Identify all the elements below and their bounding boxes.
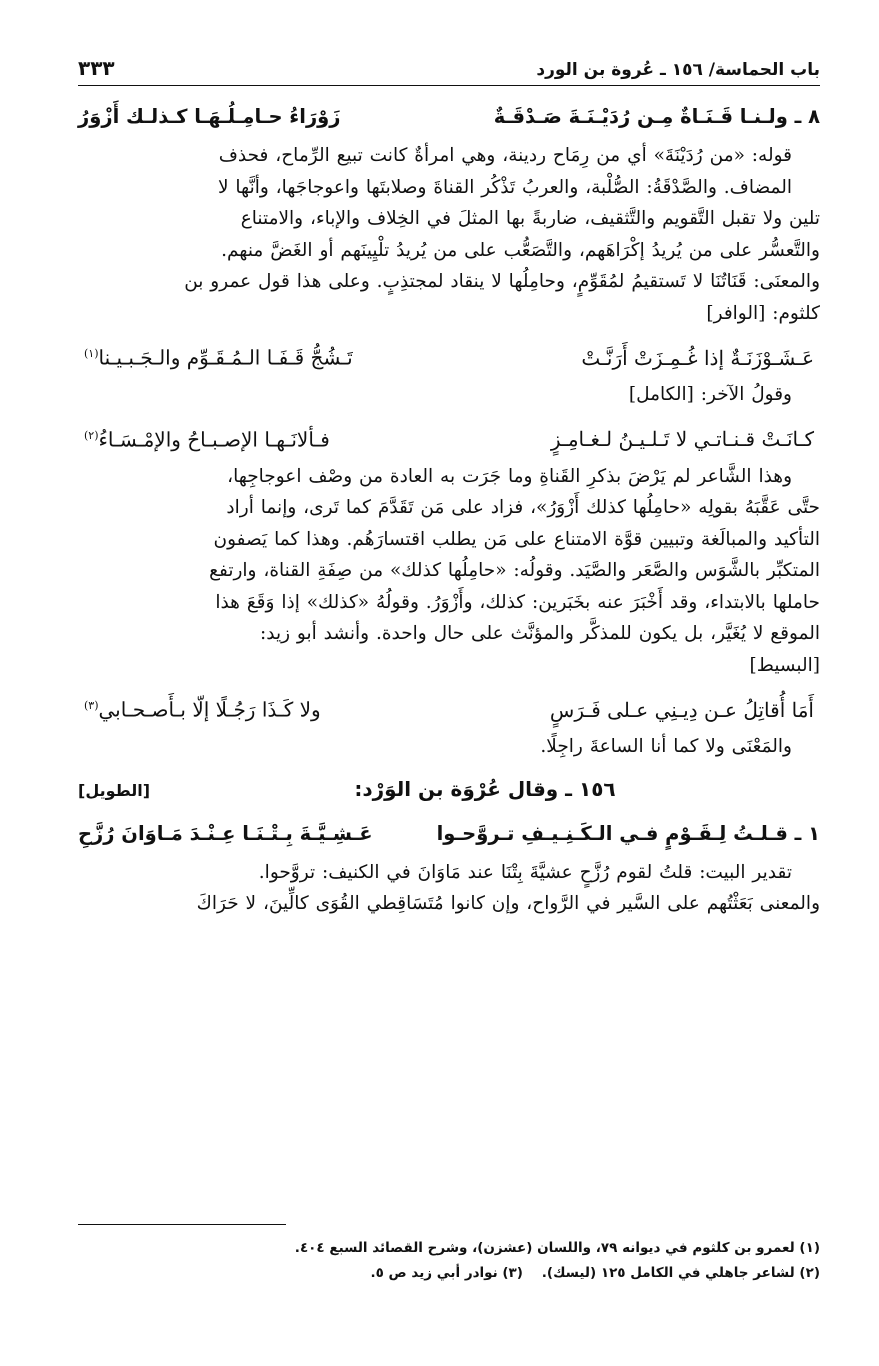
poem-156-heading	[78, 767, 820, 811]
hemistich-second	[84, 411, 330, 465]
verse-8	[78, 94, 820, 140]
footnote-1: (١) لعمرو بن كلثوم في ديوانه ٧٩، واللسان (عشزن)، وشرح القصائد السبع ٤٠٤.	[294, 1240, 820, 1256]
text-line: تلين ولا تقبل التَّقويم والتَّثقيف، ضاربةً بها المثلَ في الخِلاف والإباء، والامتناع	[240, 208, 820, 229]
hemistich-first: أَمَا أُقاتِلُ عـن دِيـنِي عـلى فَـرَسٍ	[549, 697, 814, 722]
text-line: والمعنى بَعَثْتُهم على السَّير في الرَّواح، وإن كانوا مُتَسَاقِطي القُوَى كالِّينَ، لا حَرَاكَ	[196, 893, 820, 914]
hemistich-second	[84, 681, 321, 735]
commentary-paragraph-3	[78, 857, 820, 920]
text-line: والمعنَى: قَنَاتُنَا لا تَستقيمُ لمُقَوِّمٍ، وحامِلُها لا ينقاد لمجتذِبٍ. وعلى هذا قول عمرو بن	[184, 271, 820, 292]
page-number: ٣٣٣	[78, 56, 115, 80]
verse-1-second-hemistich: عَـشِـيَّـةَ بِـتْـنَـا عِـنْـدَ مَـاوَانَ رُزَّحِ	[78, 821, 373, 845]
footnote-separator	[78, 1224, 286, 1225]
other-poet-intro	[78, 379, 820, 411]
hemistich-first: عَـشَـوْزَنَـةٌ إذا غُـمِـزَتْ أَرَنَّـتْ	[581, 345, 814, 370]
text-line: حاملها بالابتداء، وقد أَخْبَرَ عنه بخَبَرين: كذلك، وأَزْوَرُ. وقولُهُ «كذلك» إذا وَقَعَ هذا	[215, 591, 820, 613]
running-title: باب الحماسة/ ١٥٦ ـ عُروة بن الورد	[536, 60, 820, 80]
text-line: والتَّعسُّر على من يُريدُ إكْرَاهَهم، والتَّصَعُّب على من يُريدُ تلْيِينَهم أو الغَضَّ منهم.	[221, 239, 820, 261]
meaning-note	[78, 731, 820, 763]
running-header	[78, 56, 820, 86]
text-line: والمَعْنَى ولا كما أنا الساعةَ راجِلًا.	[540, 736, 792, 757]
poem-title: ١٥٦ ـ وقال عُرْوَة بن الوَرْد:	[354, 776, 616, 801]
footnote-ref: (١)	[84, 347, 99, 360]
text-line: قوله: «من رُدَيْنَةَ» أي من رِمَاح ردينة، وهي امرأةٌ كانت تبيع الرِّماح، فحذف	[218, 145, 792, 166]
hemistich-first: كـانَـتْ قـنـاتـي لا تَـلـيـنُ لـغـامِـزٍ	[550, 427, 814, 452]
footnote-2-3: (٢) لشاعر جاهلي في الكامل ١٢٥ (ليسك). (٣) نوادر أبي زيد ص ٥.	[370, 1265, 820, 1281]
text-line: حتَّى عَقَّبَهُ بقولِه «حامِلُها كذلك أَزْوَرُ»، فزاد على مَن تَقَدَّمَ كما تَرى، وإنما أراد	[226, 497, 820, 518]
text-line: وهذا الشَّاعر لم يَرْضَ بذكرِ القَناةِ وما جَرَت به العادة من وصْف اعوجاجِها،	[227, 465, 792, 487]
text-line: وقولُ الآخر: [الكامل]	[628, 384, 792, 405]
hemistich-second	[84, 329, 353, 383]
text-line: تقدير البيت: قلتُ لقوم رُزَّحٍ عشيَّةَ بِتْنَا عند مَاوَانَ في الكنيف: تروَّحوا.	[258, 861, 792, 883]
hemistich-second-text: فـألانَـهـا الإصـبـاحُ والإمْـسَـاءُ	[98, 427, 330, 452]
commentary-paragraph-2	[78, 461, 820, 682]
poem-meter: [الطويل]	[78, 780, 151, 800]
quoted-verse-abu-zayd	[78, 681, 820, 731]
hemistich-second-text: ولا كَـذَا رَجُـلًا إلّا بـأَصـحـابي	[98, 697, 321, 722]
hemistich-second-text: تَـشُجُّ قَـفَـا الـمُـقَـوِّم والـجَـبـيـنا	[98, 345, 353, 370]
text-line: كلثوم: [الوافر]	[706, 302, 820, 324]
text-line: التأكيد والمبالَغة وتبيين قوَّة الامتناع على مَن يطلب اقتسارَهُم. وهذا كما يَصفون	[213, 528, 820, 550]
verse-1-first-hemistich: ١ ـ قـلـتُ لِـقَـوْمٍ فـي الـكَـنِـيـفِ تـروَّحـوا	[436, 821, 820, 845]
verse-8-second-hemistich: زَوْرَاءُ حـامِـلُـهَـا كـذلـك أَزْوَرُ	[78, 105, 341, 128]
book-page	[78, 56, 820, 1281]
footnote-ref: (٢)	[84, 428, 99, 442]
text-line: المتكبِّر بالشَّوَس والصَّعَر والصَّيَد. وقولُه: «حامِلُها كذلك» من صِفَةِ القناة، وارتفع	[209, 560, 820, 581]
commentary-paragraph-1-cont	[78, 235, 820, 330]
text-line: [البسيط]	[749, 654, 820, 676]
verse-1	[78, 811, 820, 857]
commentary-paragraph-1	[78, 140, 820, 235]
verse-8-first-hemistich: ٨ ـ ولـنـا قَـنَـاةٌ مِـن رُدَيْـنَـةَ صَـدْقَـةٌ	[493, 105, 820, 128]
quoted-verse-other	[78, 411, 820, 461]
footnote-ref: (٣)	[84, 699, 99, 712]
quoted-verse-amr	[78, 329, 820, 379]
text-line: الموقع لا يُغَيَّر، بل يكون للمذكَّر والمؤنَّث على حال واحدة. وأنشد أبو زيد:	[260, 623, 820, 644]
text-line: المضاف. والصَّدْقَةُ: الصُّلْبة، والعربُ تَذْكُر القناةَ وصلابتَها واعوجاجَها، وأنَّها لا	[217, 176, 792, 198]
footnotes	[78, 1236, 820, 1286]
